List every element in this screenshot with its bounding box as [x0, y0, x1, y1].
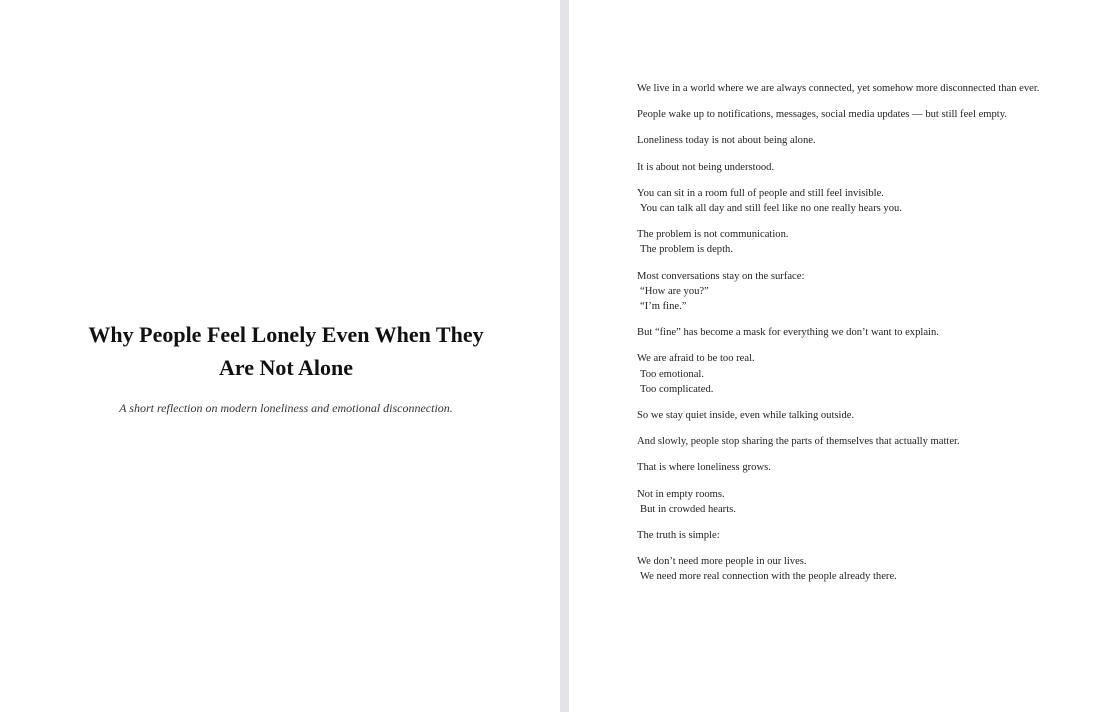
body-paragraph — [637, 528, 1097, 543]
paragraph-line: We are afraid to be too real. — [637, 353, 755, 365]
paragraph-line: The truth is simple: — [637, 530, 720, 542]
paragraph-line: So we stay quiet inside, even while talking outside. — [637, 410, 855, 422]
body-paragraph — [637, 487, 1097, 517]
title-line-1: Why People Feel Lonely Even When They — [88, 322, 484, 347]
title-line-2: Are Not Alone — [218, 355, 354, 380]
paragraph-line: Too complicated. — [640, 383, 714, 395]
body-paragraph — [637, 325, 1097, 340]
paragraph-line: We need more real connection with the people already there. — [640, 571, 897, 583]
body-paragraph — [637, 408, 1097, 423]
paragraph-line: You can talk all day and still feel like no one really hears you. — [640, 203, 902, 215]
title-block — [20, 318, 552, 416]
body-paragraph — [637, 227, 1097, 257]
paragraph-line: We live in a world where we are always connected, yet somehow more disconnected than ever. — [637, 83, 1040, 94]
paragraph-line: It is about not being understood. — [637, 161, 775, 173]
right-page — [569, 0, 1100, 712]
body-paragraph — [637, 351, 1097, 397]
body-paragraph — [637, 107, 1097, 122]
document-subtitle: A short reflection on modern loneliness and emotional disconnection. — [119, 401, 453, 415]
paragraph-line: “How are you?” — [640, 285, 709, 297]
paragraph-line: But “fine” has become a mask for everything we don’t want to explain. — [637, 327, 939, 339]
body-paragraph — [637, 133, 1097, 148]
paragraph-line: People wake up to notifications, messages, social media updates — but still feel empty. — [637, 109, 1008, 121]
paragraph-line: The problem is depth. — [640, 244, 733, 256]
paragraph-line: We don’t need more people in our lives. — [637, 556, 807, 568]
body-paragraph — [637, 434, 1097, 449]
paragraph-line: Loneliness today is not about being alone. — [637, 135, 816, 147]
paragraph-line: That is where loneliness grows. — [637, 462, 771, 474]
body-paragraph — [637, 81, 1097, 96]
body-paragraph — [637, 554, 1097, 584]
paragraph-line: Too emotional. — [640, 368, 704, 380]
body-paragraph — [637, 160, 1097, 175]
paragraph-line: You can sit in a room full of people and still feel invisible. — [637, 187, 884, 199]
body-paragraph — [637, 269, 1097, 315]
document-title — [20, 318, 552, 384]
body-text — [637, 81, 1097, 596]
paragraph-line: But in crowded hearts. — [640, 503, 736, 515]
paragraph-line: “I’m fine.” — [640, 301, 687, 313]
body-paragraph — [637, 460, 1097, 475]
paragraph-line: And slowly, people stop sharing the parts of themselves that actually matter. — [637, 436, 960, 448]
paragraph-line: Most conversations stay on the surface: — [637, 270, 805, 282]
page-gutter — [560, 0, 569, 712]
paragraph-line: Not in empty rooms. — [637, 488, 725, 500]
body-paragraph — [637, 186, 1097, 216]
paragraph-line: The problem is not communication. — [637, 229, 789, 241]
